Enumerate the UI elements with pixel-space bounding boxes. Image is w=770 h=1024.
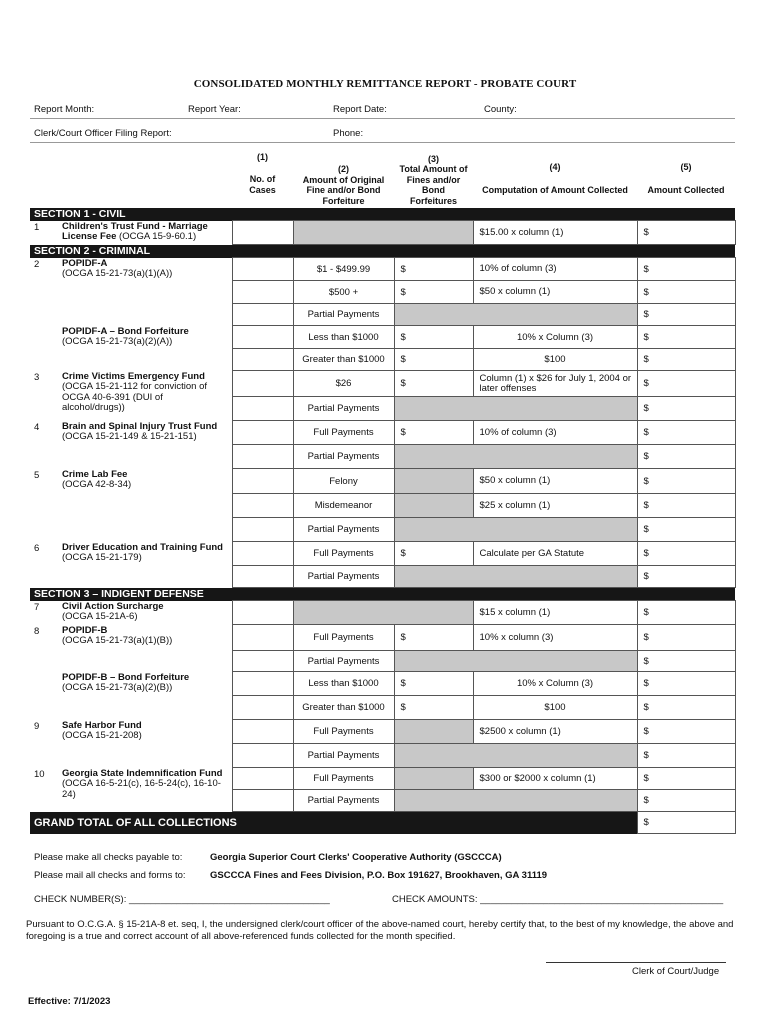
report-month-label[interactable]: Report Month: — [34, 104, 95, 115]
shaded-cell — [293, 601, 473, 625]
row-number: 7 — [34, 601, 40, 613]
cases-cell[interactable] — [232, 566, 293, 588]
table-row — [30, 371, 735, 397]
fund-name: Georgia State Indemnification Fund (OCGA 16-5-21(c), 16-5-24(c), 16-10-24) — [62, 767, 223, 800]
shaded-cell — [394, 744, 637, 768]
computation: $100 — [473, 349, 637, 371]
fund-name: Children's Trust Fund - Marriage License Fee (OCGA 15-9-60.1) — [62, 220, 208, 242]
cases-cell[interactable] — [232, 672, 293, 696]
cases-cell[interactable] — [232, 258, 293, 281]
computation: 10% x Column (3) — [473, 326, 637, 349]
total-cell[interactable]: $ — [394, 696, 473, 720]
table-row — [30, 469, 735, 494]
signature-label: Clerk of Court/Judge — [632, 966, 720, 977]
section-criminal: SECTION 2 - CRIMINAL — [30, 245, 735, 258]
shaded-cell — [394, 518, 637, 542]
amount-cell[interactable]: $ — [637, 720, 735, 744]
cases-cell[interactable] — [232, 494, 293, 518]
amount-cell[interactable]: $ — [637, 258, 735, 281]
computation: 10% x column (3) — [473, 625, 637, 651]
shaded-cell — [394, 651, 637, 672]
table-row — [30, 421, 735, 445]
table-row — [30, 258, 735, 281]
fund-name: POPIDF-A – Bond Forfeiture (OCGA 15-21-73(a)(2)(A)) — [62, 325, 189, 347]
amount-cell[interactable]: $ — [637, 371, 735, 397]
computation: Column (1) x $26 for July 1, 2004 or later offenses — [473, 371, 637, 397]
category: Partial Payments — [293, 445, 394, 469]
phone-label[interactable]: Phone: — [333, 128, 364, 139]
category: Full Payments — [293, 625, 394, 651]
amount-cell[interactable]: $ — [637, 281, 735, 304]
computation: $50 x column (1) — [473, 469, 637, 494]
category: Less than $1000 — [293, 326, 394, 349]
category: $26 — [293, 371, 394, 397]
row-number: 8 — [34, 625, 40, 637]
computation: $25 x column (1) — [473, 494, 637, 518]
cases-cell[interactable] — [232, 469, 293, 494]
table-row — [30, 542, 735, 566]
cases-cell[interactable] — [232, 744, 293, 768]
cases-cell[interactable] — [232, 651, 293, 672]
computation: $100 — [473, 696, 637, 720]
amount-cell[interactable]: $ — [637, 421, 735, 445]
section-indigent-defense: SECTION 3 – INDIGENT DEFENSE — [30, 588, 735, 601]
shaded-cell — [394, 397, 637, 421]
fund-name: Brain and Spinal Injury Trust Fund (OCGA 15-21-149 & 15-21-151) — [62, 420, 218, 442]
total-cell[interactable]: $ — [394, 625, 473, 651]
category: $1 - $499.99 — [293, 258, 394, 281]
amount-cell[interactable]: $ — [637, 542, 735, 566]
section-civil: SECTION 1 - CIVIL — [30, 208, 735, 221]
amount-cell[interactable]: $ — [637, 601, 735, 625]
fund-name: POPIDF-A (OCGA 15-21-73(a)(1)(A)) — [62, 257, 173, 279]
payable-label: Please make all checks payable to: — [34, 852, 183, 863]
cases-cell[interactable] — [232, 421, 293, 445]
amount-cell[interactable]: $ — [637, 651, 735, 672]
certification-text: Pursuant to O.C.G.A. § 15-21A-8 et. seq, I, the undersigned clerk/court officer of the above-named court, hereby certify that, to the best of my knowledge, the above and foregoing is a true and correct account of all above-referenced funds collected for the month specified. — [26, 919, 734, 942]
shaded-cell — [394, 469, 473, 494]
cases-cell[interactable] — [232, 625, 293, 651]
cases-cell[interactable] — [232, 790, 293, 812]
col2-header: (2) Amount of Original Fine and/or Bond Forfeiture — [302, 164, 385, 206]
shaded-cell — [394, 445, 637, 469]
payable-value: Georgia Superior Court Clerks' Cooperative Authority (GSCCCA) — [210, 852, 502, 863]
category: Partial Payments — [293, 790, 394, 812]
total-cell[interactable]: $ — [394, 258, 473, 281]
total-cell[interactable]: $ — [394, 542, 473, 566]
amount-cell[interactable]: $ — [637, 221, 735, 245]
county-label[interactable]: County: — [484, 104, 517, 115]
shaded-cell — [394, 566, 637, 588]
col5-header: (5) Amount Collected — [647, 162, 725, 195]
shaded-cell — [394, 768, 473, 790]
row-number: 6 — [34, 542, 40, 554]
amount-cell[interactable]: $ — [637, 349, 735, 371]
cases-cell[interactable] — [232, 696, 293, 720]
category: Misdemeanor — [293, 494, 394, 518]
category: Greater than $1000 — [293, 696, 394, 720]
category: Full Payments — [293, 768, 394, 790]
amount-cell[interactable]: $ — [637, 469, 735, 494]
amount-cell[interactable]: $ — [637, 696, 735, 720]
fund-name: Crime Victims Emergency Fund (OCGA 15-21-112 for conviction of OCGA 40-6-391 (DUI of alcohol/drugs)) — [62, 370, 208, 413]
category: Partial Payments — [293, 518, 394, 542]
total-cell[interactable]: $ — [394, 672, 473, 696]
cases-cell[interactable] — [232, 720, 293, 744]
table-row — [30, 672, 735, 696]
computation: Calculate per GA Statute — [473, 542, 637, 566]
table-row — [30, 221, 735, 245]
shaded-cell — [394, 304, 637, 326]
shaded-cell — [293, 221, 473, 245]
cases-cell[interactable] — [232, 601, 293, 625]
grand-total-amount[interactable]: $ — [637, 812, 735, 834]
row-number: 4 — [34, 421, 40, 433]
fund-name: POPIDF-B – Bond Forfeiture (OCGA 15-21-73(a)(2)(B)) — [62, 671, 190, 693]
row-number: 10 — [34, 768, 45, 780]
category: Full Payments — [293, 421, 394, 445]
header-line — [30, 142, 735, 143]
cases-cell[interactable] — [232, 304, 293, 326]
remittance-table — [30, 148, 736, 834]
computation: $15.00 x column (1) — [473, 221, 637, 245]
total-cell[interactable]: $ — [394, 281, 473, 304]
cases-cell[interactable] — [232, 542, 293, 566]
report-date-label[interactable]: Report Date: — [333, 104, 387, 115]
signature-line[interactable] — [546, 962, 726, 963]
computation: $15 x column (1) — [473, 601, 637, 625]
amount-cell[interactable]: $ — [637, 518, 735, 542]
total-cell[interactable]: $ — [394, 326, 473, 349]
cases-cell[interactable] — [232, 371, 293, 397]
amount-cell[interactable]: $ — [637, 445, 735, 469]
category: Full Payments — [293, 542, 394, 566]
report-title: CONSOLIDATED MONTHLY REMITTANCE REPORT - PROBATE COURT — [193, 78, 577, 90]
row-number: 9 — [34, 720, 40, 732]
amount-cell[interactable]: $ — [637, 744, 735, 768]
cases-cell[interactable] — [232, 326, 293, 349]
computation: 10% of column (3) — [473, 258, 637, 281]
row-number: 1 — [34, 221, 40, 233]
computation: 10% of column (3) — [473, 421, 637, 445]
col1-header: (1) No. of Cases — [249, 151, 276, 195]
table-row — [30, 326, 735, 349]
category: $500 + — [293, 281, 394, 304]
fund-name: Driver Education and Training Fund (OCGA 15-21-179) — [62, 541, 223, 563]
amount-cell[interactable]: $ — [637, 672, 735, 696]
shaded-cell — [394, 790, 637, 812]
total-cell[interactable]: $ — [394, 349, 473, 371]
category: Less than $1000 — [293, 672, 394, 696]
table-row — [30, 720, 735, 744]
check-amounts-field[interactable]: CHECK AMOUNTS: ______________________________________________ — [392, 894, 724, 905]
grand-total-label: GRAND TOTAL OF ALL COLLECTIONS — [30, 812, 637, 834]
amount-cell[interactable]: $ — [637, 397, 735, 421]
total-cell[interactable]: $ — [394, 371, 473, 397]
fund-name: Crime Lab Fee (OCGA 42-8-34) — [62, 468, 132, 490]
cases-cell[interactable] — [232, 518, 293, 542]
amount-cell[interactable]: $ — [637, 304, 735, 326]
row-number: 5 — [34, 469, 40, 481]
cases-cell[interactable] — [232, 221, 293, 245]
grand-total-row — [30, 812, 735, 834]
computation: $50 x column (1) — [473, 281, 637, 304]
computation: 10% x Column (3) — [473, 672, 637, 696]
amount-cell[interactable]: $ — [637, 625, 735, 651]
shaded-cell — [394, 494, 473, 518]
computation: $2500 x column (1) — [473, 720, 637, 744]
category: Partial Payments — [293, 651, 394, 672]
row-number: 2 — [34, 258, 40, 270]
category: Full Payments — [293, 720, 394, 744]
fund-name: POPIDF-B (OCGA 15-21-73(a)(1)(B)) — [62, 624, 173, 646]
computation: $300 or $2000 x column (1) — [473, 768, 637, 790]
cases-cell[interactable] — [232, 281, 293, 304]
fund-name: Safe Harbor Fund (OCGA 15-21-208) — [62, 719, 142, 741]
mail-label: Please mail all checks and forms to: — [34, 870, 186, 881]
mail-value: GSCCCA Fines and Fees Division, P.O. Box 191627, Brookhaven, GA 31119 — [210, 870, 548, 881]
cases-cell[interactable] — [232, 349, 293, 371]
amount-cell[interactable]: $ — [637, 494, 735, 518]
clerk-label[interactable]: Clerk/Court Officer Filing Report: — [34, 128, 172, 139]
col3-header: (3) Total Amount of Fines and/or Bond Forfeitures — [399, 153, 468, 206]
amount-cell[interactable]: $ — [637, 326, 735, 349]
table-row — [30, 601, 735, 625]
category: Partial Payments — [293, 304, 394, 326]
category: Felony — [293, 469, 394, 494]
category: Greater than $1000 — [293, 349, 394, 371]
fund-name: Civil Action Surcharge (OCGA 15-21A-6) — [62, 600, 164, 622]
check-numbers-field[interactable]: CHECK NUMBER(S): ______________________________________ — [34, 894, 330, 905]
cases-cell[interactable] — [232, 445, 293, 469]
total-cell[interactable]: $ — [394, 421, 473, 445]
amount-cell[interactable]: $ — [637, 768, 735, 790]
column-header-row — [30, 148, 735, 208]
category: Partial Payments — [293, 744, 394, 768]
col4-header: (4) Computation of Amount Collected — [482, 162, 628, 195]
effective-date: Effective: 7/1/2023 — [28, 996, 111, 1007]
cases-cell[interactable] — [232, 397, 293, 421]
amount-cell[interactable]: $ — [637, 790, 735, 812]
row-number: 3 — [34, 371, 40, 383]
category: Partial Payments — [293, 566, 394, 588]
cases-cell[interactable] — [232, 768, 293, 790]
report-year-label[interactable]: Report Year: — [188, 104, 241, 115]
category: Partial Payments — [293, 397, 394, 421]
shaded-cell — [394, 720, 473, 744]
table-row — [30, 768, 735, 790]
table-row — [30, 625, 735, 651]
header-line — [30, 118, 735, 119]
amount-cell[interactable]: $ — [637, 566, 735, 588]
